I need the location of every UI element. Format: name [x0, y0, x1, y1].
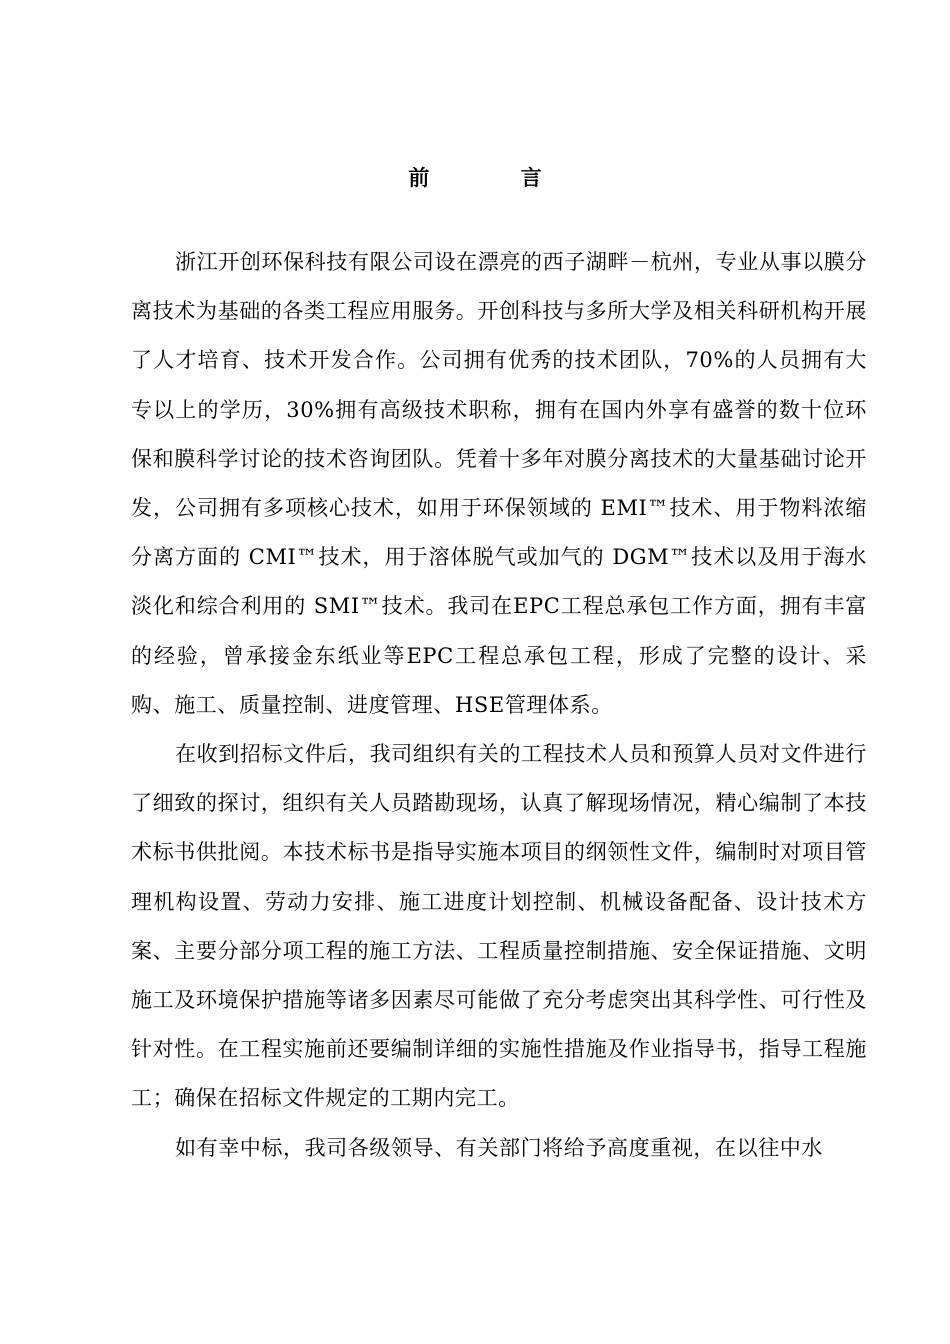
paragraph-bid-preparation: 在收到招标文件后，我司组织有关的工程技术人员和预算人员对文件进行了细致的探讨，组织有关人员踏勘现场，认真了解现场情况，精心编制了本技术标书供批阅。本技术标书是指导实施本项目的纲领性文件，编制时对项目管理机构设置、劳动力安排、施工进度计划控制、机械设备配备、设计技术方案、主要分部分项工程的施工方法、工程质量控制措施、安全保证措施、文明施工及环境保护措施等诸多因素尽可能做了充分考虑突出其科学性、可行性及针对性。在工程实施前还要编制详细的实施性措施及作业指导书，指导工程施工；确保在招标文件规定的工期内完工。 [131, 742, 867, 1111]
page-title: 前 言 [408, 166, 584, 190]
paragraph-company-intro: 浙江开创环保科技有限公司设在漂亮的西子湖畔－杭州，专业从事以膜分离技术为基础的各类工程应用服务。开创科技与多所大学及相关科研机构开展了人才培育、技术开发合作。公司拥有优秀的技术团队，70%的人员拥有大专以上的学历，30%拥有高级技术职称，拥有在国内外享有盛誉的数十位环保和膜科学讨论的技术咨询团队。凭着十多年对膜分离技术的大量基础讨论开发，公司拥有多项核心技术，如用于环保领域的 EMI™技术、用于物料浓缩分离方面的 CMI™技术，用于溶体脱气或加气的 DGM™技术以及用于海水淡化和综合利用的 SMI™技术。我司在EPC工程总承包工作方面，拥有丰富的经验，曾承接金东纸业等EPC工程总承包工程，形成了完整的设计、采购、施工、质量控制、进度管理、HSE管理体系。 [131, 250, 867, 717]
body-text [131, 238, 867, 1173]
paragraph-commitment: 如有幸中标，我司各级领导、有关部门将给予高度重视，在以往中水 [175, 1135, 823, 1160]
